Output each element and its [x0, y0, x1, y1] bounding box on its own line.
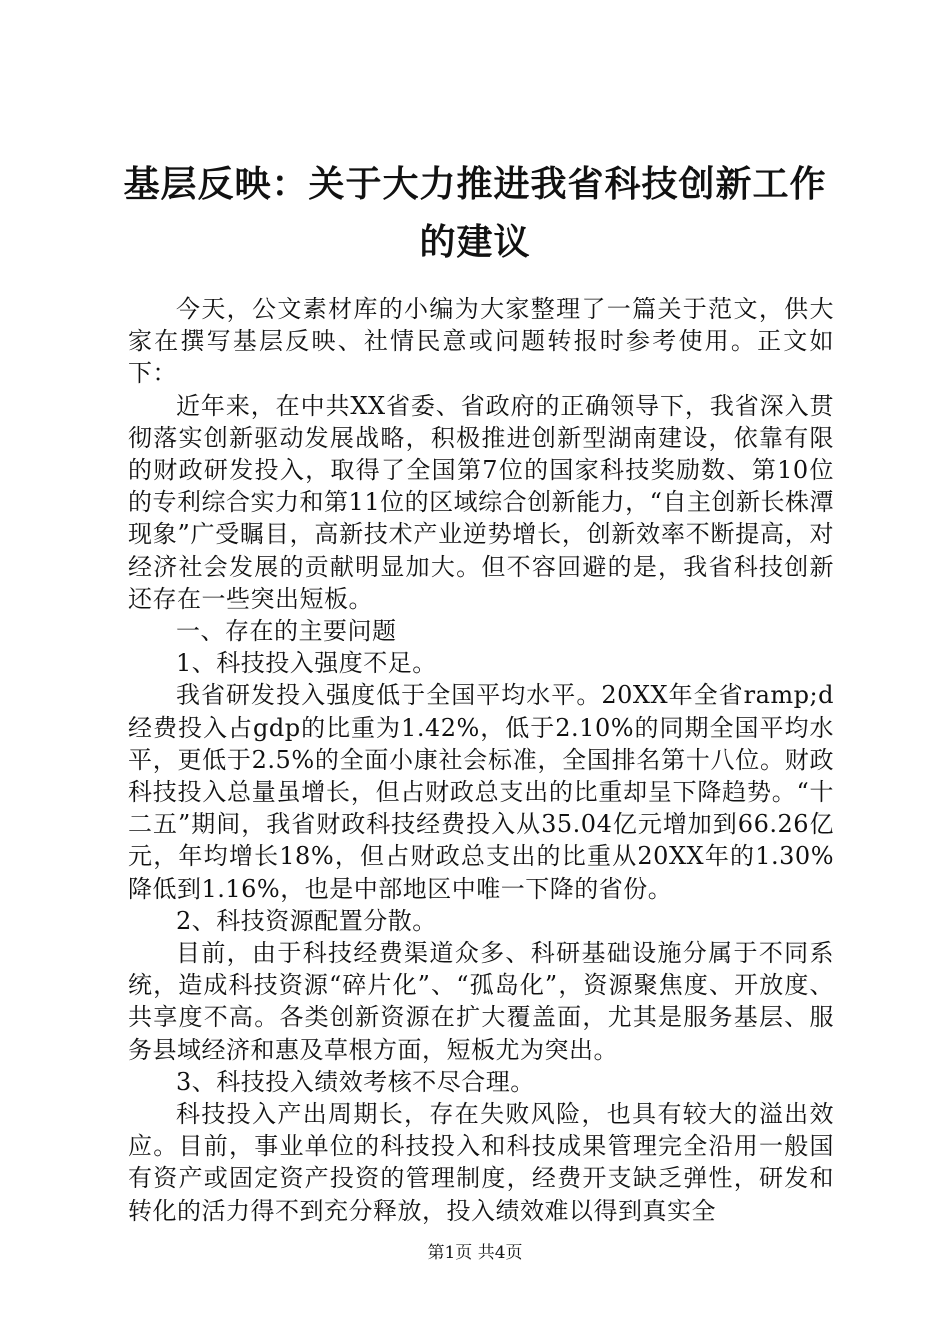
intro-paragraph: 今天，公文素材库的小编为大家整理了一篇关于范文，供大家在撰写基层反映、社情民意或问题转报时参考使用。正文如下：	[128, 295, 834, 388]
background-paragraph: 近年来，在中共XX省委、省政府的正确领导下，我省深入贯彻落实创新驱动发展战略，积极推进创新型湖南建设，依靠有限的财政研发投入，取得了全国第7位的国家科技奖励数、第10位的专利综合实力和第11位的区域综合创新能力，“自主创新长株潭现象”广受瞩目，高新技术产业逆势增长，创新效率不断提高，对经济社会发展的贡献明显加大。但不容回避的是，我省科技创新还存在一些突出短板。	[128, 391, 834, 613]
subheading-resource-allocation: 2、科技资源配置分散。	[176, 906, 437, 935]
section-heading-main-problems: 一、存在的主要问题	[176, 617, 397, 646]
page-number-footer: 第1页 共4页	[427, 1243, 523, 1263]
subheading-performance-evaluation: 3、科技投入绩效考核不尽合理。	[176, 1067, 535, 1096]
document-title: 基层反映：关于大力推进我省科技创新工作的建议	[123, 164, 827, 263]
performance-evaluation-paragraph: 科技投入产出周期长，存在失败风险，也具有较大的溢出效应。目前，事业单位的科技投入和科技成果管理完全沿用一般国有资产或固定资产投资的管理制度，经费开支缺乏弹性，研发和转化的活力得不到充分释放，投入绩效难以得到真实全	[128, 1100, 834, 1225]
document-body	[128, 293, 834, 1227]
investment-intensity-paragraph: 我省研发投入强度低于全国平均水平。20XX年全省ramp;d经费投入占gdp的比重为1.42%，低于2.10%的同期全国平均水平，更低于2.5%的全面小康社会标准，全国排名第十八位。财政科技投入总量虽增长，但占财政总支出的比重却呈下降趋势。“十二五”期间，我省财政科技经费投入从35.04亿元增加到66.26亿元，年均增长18%，但占财政总支出的比重从20XX年的1.30%降低到1.16%，也是中部地区中唯一下降的省份。	[128, 681, 834, 903]
resource-allocation-paragraph: 目前，由于科技经费渠道众多、科研基础设施分属于不同系统，造成科技资源“碎片化”、“孤岛化”，资源聚焦度、开放度、共享度不高。各类创新资源在扩大覆盖面，尤其是服务基层、服务县域经济和惠及草根方面，短板尤为突出。	[128, 939, 834, 1064]
subheading-investment-intensity: 1、科技投入强度不足。	[176, 649, 437, 678]
